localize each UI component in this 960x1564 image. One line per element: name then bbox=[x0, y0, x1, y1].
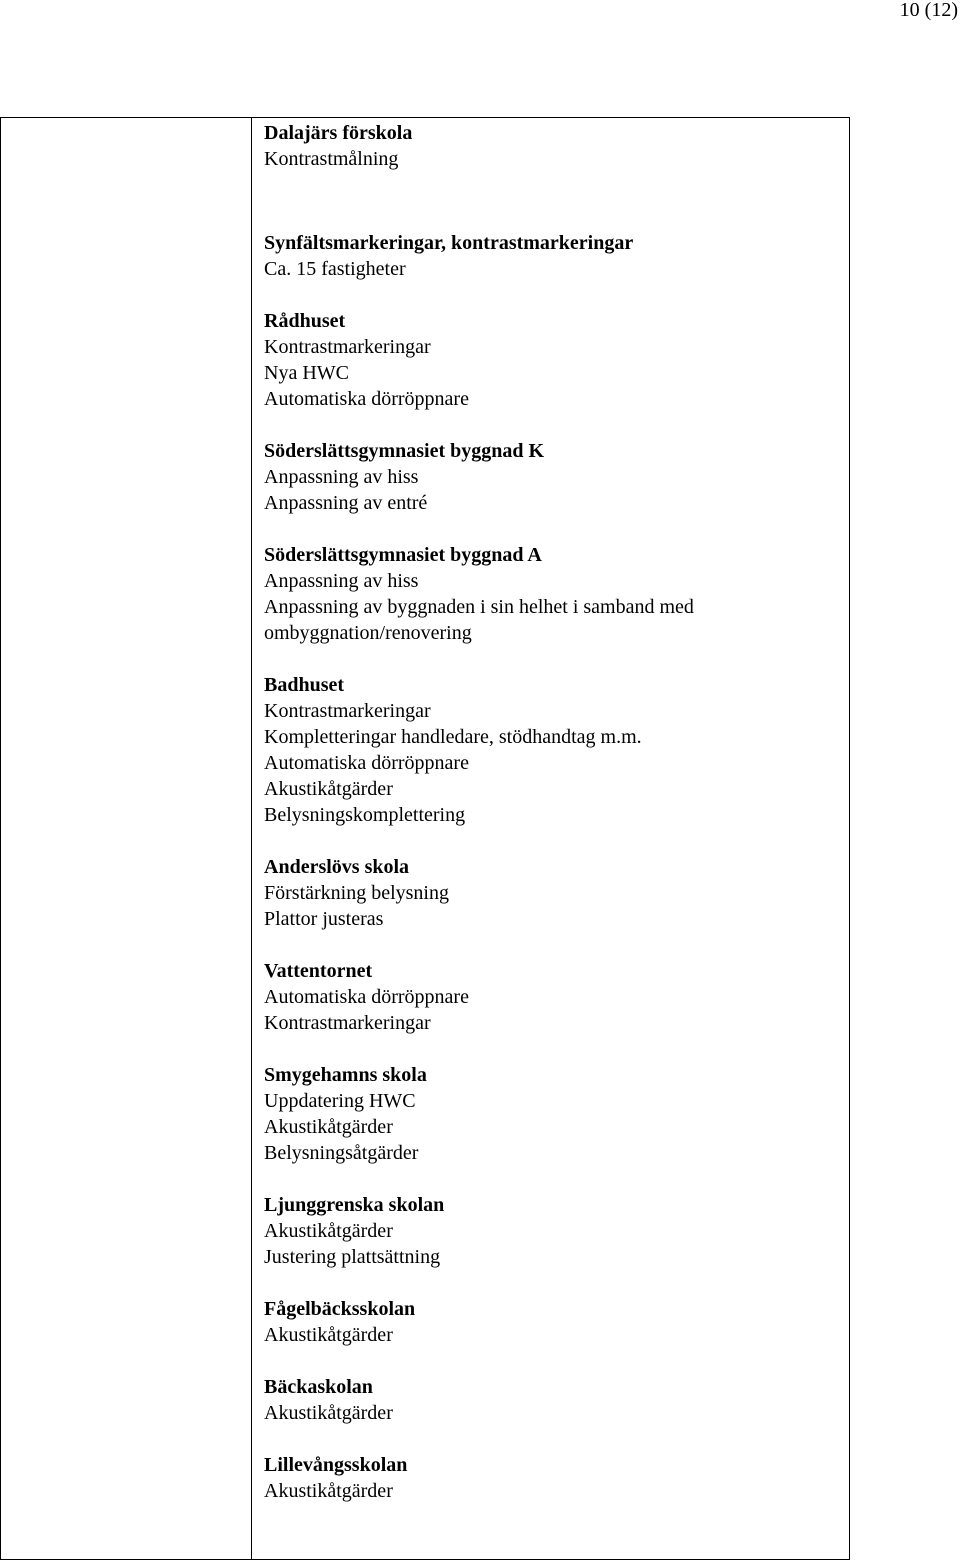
section-badhuset bbox=[264, 672, 845, 828]
section-item: Akustikåtgärder bbox=[264, 1324, 393, 1346]
left-column-cell bbox=[1, 118, 252, 1559]
section-item: ombyggnation/renovering bbox=[264, 622, 472, 644]
section-soderslattsgymnasiet-k bbox=[264, 438, 845, 516]
section-item: Belysningskomplettering bbox=[264, 804, 466, 826]
section-item: Nya HWC bbox=[264, 362, 349, 384]
section-title: Rådhuset bbox=[264, 310, 346, 332]
section-title: Söderslättsgymnasiet byggnad K bbox=[264, 440, 545, 462]
right-column-content bbox=[264, 120, 845, 1504]
page-number: 10 (12) bbox=[899, 0, 958, 21]
section-fagelbacksskolan bbox=[264, 1296, 845, 1348]
overview-section bbox=[264, 230, 845, 282]
section-item: Justering plattsättning bbox=[264, 1246, 441, 1268]
section-vattentornet bbox=[264, 958, 845, 1036]
section-item: Kompletteringar handledare, stödhandtag m.m. bbox=[264, 726, 642, 748]
section-item: Plattor justeras bbox=[264, 908, 384, 930]
section-item: Akustikåtgärder bbox=[264, 778, 393, 800]
section-anderslovs-skola bbox=[264, 854, 845, 932]
section-title: Badhuset bbox=[264, 674, 345, 696]
section-soderslattsgymnasiet-a bbox=[264, 542, 845, 646]
section-title: Ljunggrenska skolan bbox=[264, 1194, 445, 1216]
section-title: Bäckaskolan bbox=[264, 1376, 373, 1398]
section-title: Söderslättsgymnasiet byggnad A bbox=[264, 544, 542, 566]
overview-subtitle: Ca. 15 fastigheter bbox=[264, 258, 406, 280]
intro-section bbox=[264, 120, 845, 172]
section-item: Förstärkning belysning bbox=[264, 882, 449, 904]
section-item: Uppdatering HWC bbox=[264, 1090, 416, 1112]
section-item: Anpassning av entré bbox=[264, 492, 428, 514]
section-item: Kontrastmarkeringar bbox=[264, 336, 431, 358]
section-title: Dalajärs förskola bbox=[264, 122, 413, 144]
section-item: Anpassning av byggnaden i sin helhet i samband med bbox=[264, 596, 694, 618]
section-item: Automatiska dörröppnare bbox=[264, 388, 469, 410]
section-item: Akustikåtgärder bbox=[264, 1402, 393, 1424]
section-lillevangsskolan bbox=[264, 1452, 845, 1504]
section-item: Anpassning av hiss bbox=[264, 466, 419, 488]
section-title: Anderslövs skola bbox=[264, 856, 410, 878]
section-ljunggrenska-skolan bbox=[264, 1192, 845, 1270]
overview-title: Synfältsmarkeringar, kontrastmarkeringar bbox=[264, 232, 634, 254]
section-item: Belysningsåtgärder bbox=[264, 1142, 419, 1164]
section-item: Akustikåtgärder bbox=[264, 1220, 393, 1242]
section-item: Kontrastmålning bbox=[264, 148, 399, 170]
section-title: Vattentornet bbox=[264, 960, 373, 982]
section-item: Akustikåtgärder bbox=[264, 1480, 393, 1502]
section-title: Lillevångsskolan bbox=[264, 1454, 408, 1476]
section-radhuset bbox=[264, 308, 845, 412]
section-item: Automatiska dörröppnare bbox=[264, 986, 469, 1008]
section-item: Automatiska dörröppnare bbox=[264, 752, 469, 774]
section-item: Akustikåtgärder bbox=[264, 1116, 393, 1138]
section-item: Kontrastmarkeringar bbox=[264, 1012, 431, 1034]
section-backaskolan bbox=[264, 1374, 845, 1426]
section-title: Fågelbäcksskolan bbox=[264, 1298, 416, 1320]
document-table bbox=[0, 117, 850, 1560]
section-item: Anpassning av hiss bbox=[264, 570, 419, 592]
section-item: Kontrastmarkeringar bbox=[264, 700, 431, 722]
section-title: Smygehamns skola bbox=[264, 1064, 427, 1086]
section-smygehamns-skola bbox=[264, 1062, 845, 1166]
